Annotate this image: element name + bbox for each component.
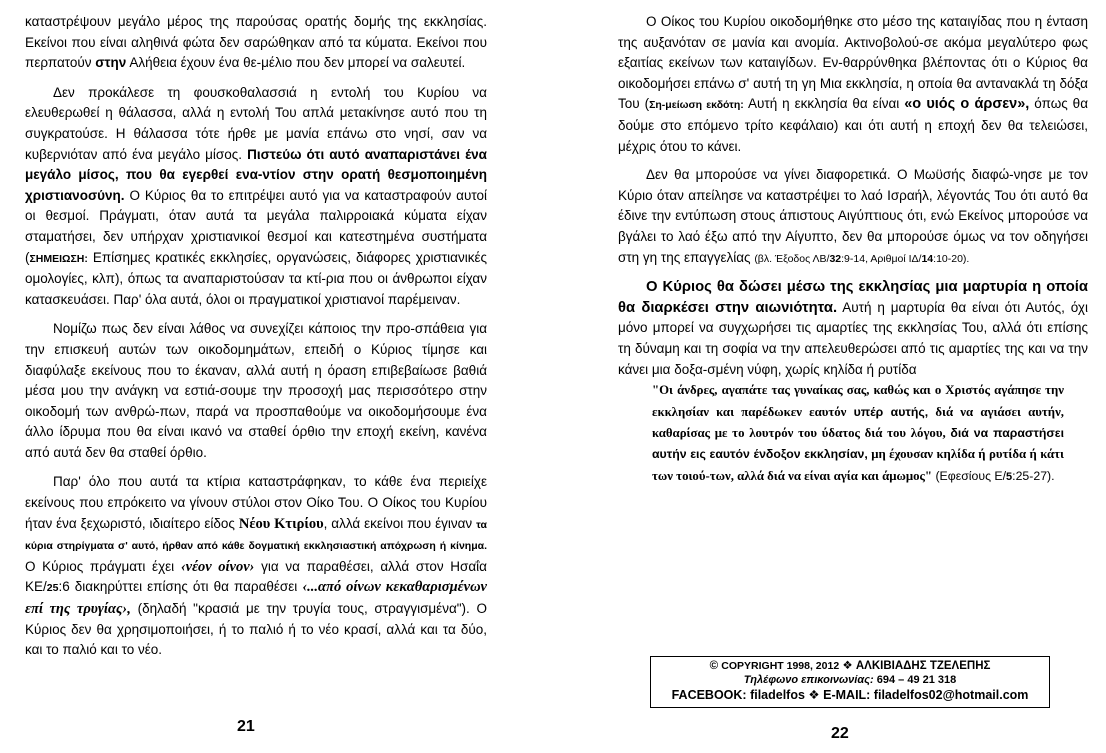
phone-line: Τηλέφωνο επικοινωνίας: 694 – 49 21 318 (743, 674, 957, 686)
note-label: ΣΗΜΕΙΩΣΗ: (29, 252, 88, 265)
copyright-box (650, 656, 1050, 708)
page-number-right: 22 (831, 725, 849, 742)
author-name: ΑΛΚΙΒΙΑΔΗΣ ΤΖΕΛΕΠΗΣ (855, 660, 991, 672)
copyright-icon: © (709, 660, 719, 672)
left-page (25, 12, 487, 661)
copyright-line: © COPYRIGHT 1998, 2012 ❖ ΑΛΚΙΒΙΑΔΗΣ ΤΖΕΛΕΠΗΣ (709, 660, 991, 672)
facebook-handle: FACEBOOK: filadelfos (671, 688, 805, 702)
left-paragraph-3: Νομίζω πως δεν είναι λάθος να συνεχίζει κάποιος την προ-σπάθεια για την επισκευή αυτών των οικοδομημάτων, επειδή ο Κύριος τίμησε και διαφύλαξε εκείνους που το έκαναν, αλλά αυτή η όραση επιβεβαίωσε βαθιά μέσα μου την ανάγκη να εστιά-σουμε την προσοχή μας περισσότερο στην οικοδομή των ανθρώ-πων, παρά να προσπαθούμε να οικοδομήσουμε ένα άλλο ίδρυμα που θα είναι ικανό να σταθεί όρθιο την εποχή εκείνη, κανένα από αυτά δεν θα σταθεί όρθιο. (25, 321, 487, 460)
quote-reference: (Εφεσίους Ε/ (932, 468, 1007, 483)
left-paragraph-4: Παρ' όλο που αυτά τα κτίρια καταστράφηκαν, το κάθε ένα περιείχε εκείνους που επρόκειτο να γίνουν στύλοι στον Οίκο Του. Ο Οίκος του Κυρίου ήταν ένα ξεχωριστό, ιδιαίτερο είδος Νέου Κτιρίου, αλλά εκείνοι που έγιναν τα κύρια στηρίγματα σ' αυτό, ήρθαν από κάθε δογματική εκκλησιαστική απόχρωση ή κίνημα. Ο Κύριος πράγματι έχει ‹νέον οίνον› για να παραθέσει, αλλά στον Ησαΐα ΚΕ/25:6 διακηρύττει επίσης ότι θα παραθέσει ‹...από οίνων κεκαθαρισμένων επί της τρυγίας›, (δηλαδή "κρασιά με την τρυγία τους, στραγγισμένα"). Ο Κύριος δεν θα χρησιμοποιήσει, ή το παλιό ή το νέο κρασί, αλλά και τα δύο, και το παλιό και το νέο. (25, 474, 487, 658)
left-paragraph-2: Δεν προκάλεσε τη φουσκοθαλασσιά η εντολή του Κυρίου να ελευθερωθεί η θάλασσα, αλλά η εντολή Του απλά μετακίνησε αυτό που τη συγκρατούσε. Η θάλασσα τότε ήρθε με μανία επάνω στο νησί, σαν να κυβερνιόταν από ένα μεγάλο μίσος. Πιστεύω ότι αυτό αναπαριστάνει ένα μεγάλο μίσος, που θα εγερθεί ενα-ντίον στην ορατή θεσμοποιημένη χριστιανοσύνη. Ο Κύριος θα το επιτρέψει αυτό για να καταστραφούν αυτοί οι θεσμοί. Πράγματι, όταν αυτά τα μεγάλα παλιρροιακά κύματα είχαν σταματήσει, δεν υπήρχαν χριστιανικοί θεσμοί και κατεστημένα συστήματα (ΣΗΜΕΙΩΣΗ: Επίσημες κρατικές εκκλησίες, οργανώσεις, διάφορες χριστιανικές ομολογίες, κλπ), όπως τα αναπαριστούσαν τα κτί-ρια που οι άνθρωποι είχαν κατασκευάσει. Παρ' όλα αυτά, όλοι οι πραγματικοί χριστιανοί παρέμειναν. (25, 84, 487, 307)
email-address: E-MAIL: filadelfos02@hotmail.com (823, 688, 1029, 702)
scripture-quote: "Οι άνδρες, αγαπάτε τας γυναίκας σας, καθώς και ο Χριστός αγάπησε την εκκλησίαν και παρέδωκεν εαυτόν υπέρ αυτής, διά να αγιάσει αυτήν, καθαρίσας με το λουτρόν του ύδατος διά του λόγου, διά να παραστήσει αυτήν εις εαυτόν ένδοξον εκκλησίαν, μη έχουσαν κηλίδα ή ρυτίδα ή κάτι των τοιού-των, αλλά διά να είναι αγία και άμωμος" (Εφεσίους Ε/5:25-27). (652, 383, 1064, 483)
right-paragraph-3: Ο Κύριος θα δώσει μέσω της εκκλησίας μια μαρτυρία η οποία θα διαρκέσει στην αιωνιότητα. Αυτή η μαρτυρία θα είναι ότι Αυτός, όχι μόνο μπορεί να συγχωρήσει τις αμαρτίες της εκκλησίας Του, αλλά ότι επίσης τη δύναμη και τη σοφία να την απελευθερώσει από τις αμαρτίες της και να την κάνει μια δοξα-σμένη νύφη, χωρίς κηλίδα ή ρυτίδα (618, 279, 1089, 377)
contact-line (651, 687, 1049, 704)
right-paragraph-2: Δεν θα μπορούσε να γίνει διαφορετικά. Ο Μωϋσής διαφώ-νησε με τον Κύριο όταν απείλησε να καταστρέψει το λαό Ισραήλ, λέγοντάς Του ότι αυτό θα έδινε την εντύπωση στους άπιστους Αιγύπτιους ότι, ενώ Εκείνος μπορούσε να βγάλει το λαό έξω από την Αίγυπτο, δεν θα μπορούσε όμως να τον οδηγήσει στη γη της επαγγελίας (βλ. Έξοδος ΛΒ/32:9-14, Αριθμοί ΙΔ/14:10-20). (618, 167, 1088, 265)
page-number-left: 21 (237, 718, 255, 735)
diamond-separator-icon: ❖ (842, 660, 853, 672)
right-page (618, 12, 1088, 488)
left-paragraph-1: καταστρέψουν μεγάλο μέρος της παρούσας ορατής δομής της εκκλησίας. Εκείνοι που είναι αληθινά φώτα δεν σαρώθηκαν από τα κύματα. Εκείνοι που περπατούν στην Αλήθεια έχουν ένα θε-μέλιο που δεν μπορεί να σαλευτεί. (25, 14, 487, 71)
editor-note-label: Ση-μείωση εκδότη: (649, 99, 744, 112)
phone-number: 694 – 49 21 318 (873, 674, 957, 686)
right-paragraph-1: Ο Οίκος του Κυρίου οικοδομήθηκε στο μέσο της καταιγίδας που η ένταση της αυξανόταν σε μανία και ανομία. Ακτινοβολού-σε ακόμα μεγαλύτερο φως εξαιτίας εκείνων των καταιγίδων. Εν-θαρρύνθηκα βλέποντας ότι ο Κύριος θα οικοδομήσει επάνω σ' αυτή τη γη Μια εκκλησία, η οποία θα αντανακλά τη δόξα Του (Ση-μείωση εκδότη: Αυτή η εκκλησία θα είναι «ο υιός ο άρσεν», όπως θα δούμε στο επόμενο τρίτο κεφάλαιο) και ότι αυτή η εποχή δεν θα τελειώσει, μέχρις ότου το κάνει. (618, 14, 1088, 154)
diamond-separator-icon: ❖ (808, 688, 820, 702)
